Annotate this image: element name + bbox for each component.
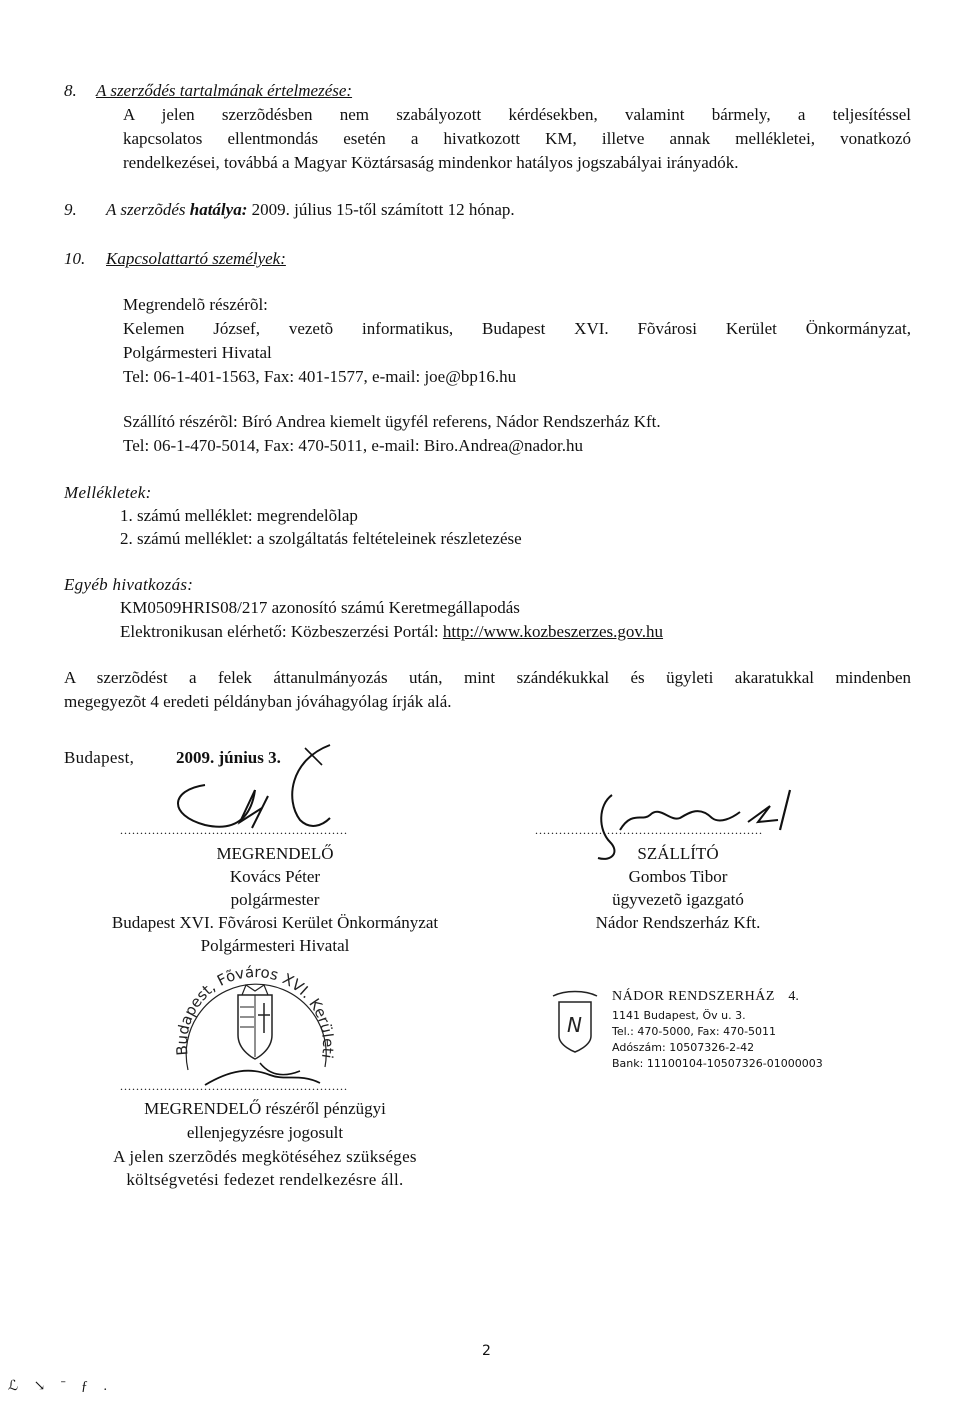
company-stamp-emblem xyxy=(545,988,605,1058)
closing-line-2: megegyezõt 4 eredeti példányban jóváhagyólag írják alá. xyxy=(64,692,452,711)
customer-contact-phone: Tel: 06-1-401-1563, Fax: 401-1577, e-mail: joe@bp16.hu xyxy=(123,367,517,386)
section-9-bold: hatálya: xyxy=(189,200,248,219)
section-8-line-1: A jelen szerzõdésben nem szabályozott kérdésekben, valamint bármely, a teljesítéssel xyxy=(123,105,911,124)
stamp-line-1-suffix: 4. xyxy=(788,989,799,1004)
attachment-item-2: 2. számú melléklet: a szolgáltatás feltételeinek részletezése xyxy=(120,529,522,548)
stamp-bank-account: Bank: 11100104-10507326-01000003 xyxy=(612,1057,823,1070)
portal-label: Elektronikusan elérhető: Közbeszerzési Portál: xyxy=(120,622,439,641)
customer-contact-label: Megrendelõ részérõl: xyxy=(123,295,268,314)
customer-org-2: Polgármesteri Hivatal xyxy=(200,936,350,955)
finance-signature-line: ......................................................... xyxy=(120,1079,348,1093)
section-9-value: 2009. július 15-től számított 12 hónap. xyxy=(251,200,515,219)
page-number: 2 xyxy=(482,1343,491,1359)
svg-text:Budapest, Fõváros XVI. Kerület xyxy=(153,940,337,1065)
customer-signature-line: ......................................................... xyxy=(120,823,348,837)
other-references-heading: Egyéb hivatkozás: xyxy=(64,575,194,594)
stamp-tax-number: Adószám: 10507326-2-42 xyxy=(612,1041,755,1054)
svg-text:N: N xyxy=(567,1013,582,1037)
supplier-role: SZÁLLÍTÓ xyxy=(637,844,719,863)
date: 2009. június 3. xyxy=(176,748,281,767)
customer-contact-office: Polgármesteri Hivatal xyxy=(123,343,272,362)
section-8-heading: A szerződés tartalmának értelmezése: xyxy=(96,81,353,100)
section-9-prefix: A szerzõdés xyxy=(106,200,186,219)
section-10-number: 10. xyxy=(64,249,86,268)
finance-line-4: költségvetési fedezet rendelkezésre áll. xyxy=(126,1170,404,1189)
closing-line-1: A szerzõdést a felek áttanulmányozás után, mint szándékukkal és ügyleti akaratukkal mindenben xyxy=(64,668,911,687)
section-9-number: 9. xyxy=(64,200,77,219)
customer-signer-title: polgármester xyxy=(230,890,320,909)
stamp-phone: Tel.: 470-5000, Fax: 470-5011 xyxy=(612,1025,777,1038)
attachments-heading: Mellékletek: xyxy=(64,483,152,502)
customer-signer-name: Kovács Péter xyxy=(229,867,321,886)
finance-line-1: MEGRENDELŐ részéről pénzügyi xyxy=(144,1099,386,1118)
stamp-line-1: NÁDOR RENDSZERHÁZ xyxy=(612,989,775,1004)
seal-ring-text: Budapest, Fõváros XVI. Kerületi Önkormányzat xyxy=(152,941,338,1066)
stamp-company-name xyxy=(612,990,799,1004)
footer-mark: ℒ ↘ ˉ ƒ . xyxy=(8,1379,113,1394)
place: Budapest, xyxy=(64,748,135,767)
portal-link[interactable]: http://www.kozbeszerzes.gov.hu xyxy=(442,622,664,641)
stamp-address: 1141 Budapest, Öv u. 3. xyxy=(612,1009,746,1022)
supplier-signer-title: ügyvezetõ igazgató xyxy=(612,890,744,909)
customer-role: MEGRENDELŐ xyxy=(216,844,334,863)
customer-org-1: Budapest XVI. Fõvárosi Kerület Önkormányzat xyxy=(111,913,439,932)
framework-agreement-line: KM0509HRIS08/217 azonosító számú Keretmegállapodás xyxy=(120,598,520,617)
section-8-number: 8. xyxy=(64,81,77,100)
finance-line-3: A jelen szerzõdés megkötéséhez szükséges xyxy=(113,1147,417,1166)
supplier-org: Nádor Rendszerház Kft. xyxy=(595,913,761,932)
supplier-contact-phone: Tel: 06-1-470-5014, Fax: 470-5011, e-mail: Biro.Andrea@nador.hu xyxy=(123,436,583,455)
customer-contact-line: Kelemen József, vezetõ informatikus, Budapest XVI. Fõvárosi Kerület Önkormányzat, xyxy=(123,319,911,338)
supplier-signature-line: ......................................................... xyxy=(535,823,763,837)
section-8-line-2: kapcsolatos ellentmondás esetén a hivatkozott KM, illetve annak mellékletei, vonatkozó xyxy=(123,129,911,148)
supplier-signer-name: Gombos Tibor xyxy=(628,867,728,886)
finance-line-2: ellenjegyzésre jogosult xyxy=(186,1123,344,1142)
section-8-line-3: rendelkezései, továbbá a Magyar Köztársaság mindenkor hatályos jogszabályai irányadók. xyxy=(123,153,739,172)
attachment-item-1: 1. számú melléklet: megrendelõlap xyxy=(120,506,358,525)
section-10-heading: Kapcsolattartó személyek: xyxy=(106,249,286,268)
supplier-contact-line: Szállító részérõl: Bíró Andrea kiemelt ügyfél referens, Nádor Rendszerház Kft. xyxy=(123,412,661,431)
